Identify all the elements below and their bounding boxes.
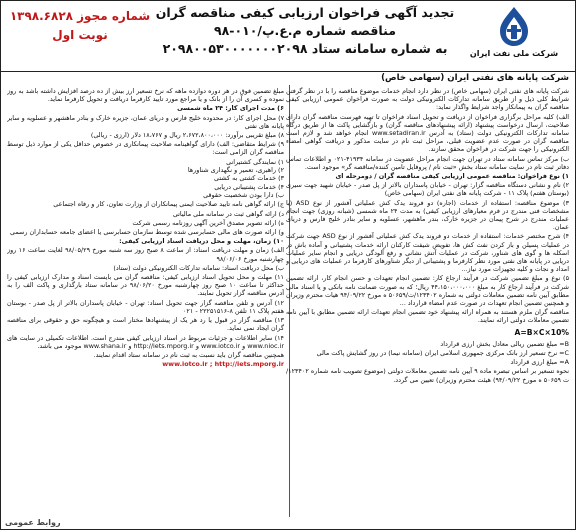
title-line-1: تجدید آگهی فراخوان ارزیابی کیفی مناقصه گران	[155, 5, 455, 20]
paragraph: ۱۳) مناقصه گزار در قبول یا رد هر یک از پیشنهادها مختار است و هیچگونه حق و حقوقی برای مناقصه گران ایجاد نمی نماید.	[7, 316, 284, 333]
paragraph: ۲) نام و نشانی دستگاه مناقصه گزار: تهران - خیابان پاسداران بالاتر از پل صدر - خیابان شهید جهت سیری (بوستان هفتم) پلاک ۱۱ - شرکت پایانه های نفتی ایران (سهامی خاص)	[286, 181, 569, 198]
nioc-logo-icon	[488, 5, 540, 49]
company-subtitle: شرکت پایانه های نفتی ایران (سهامی خاص)	[381, 73, 569, 83]
right-column	[286, 87, 569, 517]
company-name: شرکت ملی نفت ایران	[469, 49, 559, 58]
paragraph: ۶) مدت اجرای کار: ۲۴ ماه شمسی	[177, 104, 284, 113]
title-line-2: مناقصه شماره م.ع.پ/۰۱۰-۹۸	[214, 23, 396, 38]
paragraph: ج) ارائه گواهی نامه تایید صلاحیت ایمنی پیمانکاران از وزارت تعاون، کار و رفاه اجتماعی	[53, 200, 284, 209]
paragraph: ۱) نوع فراخوان: مناقصه عمومی ارزیابی کیفی مناقصه گران / دومرحله ای	[335, 172, 569, 181]
paragraph: مبلغ تضمین فوق در هر دوره دوازده ماهه که نرخ تسعیر ارز بیش از ده درصد افزایش داشته باشد به روز نموده و کسری آن را از بانک و یا مراجع مورد تایید کارفرما دریافت و تحویل کارفرما نماید.	[7, 87, 284, 104]
title-line-3: به شماره سامانه ستاد ۲۰۹۸۰۰۵۳۰۰۰۰۰۰۰۲۰۹۸	[162, 41, 448, 56]
formula-definition: B= مبلغ تضمین ریالی معادل بخش ارزی قرارداد	[440, 339, 569, 348]
paragraph: و) ارائه صورت های مالی حسابرسی شده توسط سازمان حسابرسی یا اعضای جامعه حسابداران رسمی	[10, 228, 284, 237]
paragraph: ۱۱) مهلت و محل تحویل اسناد ارزیابی کیفی: مناقصه گران می بایست اسناد و مدارک ارزیابی کیفی را حداکثر تا ساعت ۱۰ صبح روز چهارشنبه مورخ ۹۸/۰۶/۲۰ در سامانه ستاد بارگذاری و پاکت الف را به آدرس مناقصه گزار تحویل نمایند.	[7, 273, 284, 298]
list-item: ۱) نمایندگی کشتیرانی	[226, 157, 284, 166]
paragraph: ۹) شرایط متقاضی: الف) دارای گواهینامه صلاحیت پیمانکاری در خصوص حداقل یکی از موارد ذیل توسط مناقصه گران الزامی است:	[7, 140, 284, 157]
left-column	[7, 87, 284, 517]
paragraph: د) ارائه گواهی ثبت در سامانه ملی مالیاتی	[172, 209, 284, 218]
license-box	[5, 7, 155, 45]
paragraph: مناقصه گران ملزم هستند به همراه ارائه پیشنهاد خود تضمین انجام تعهدات ارائه تضمین مطابق با آیین نامه تضمین معاملات دولتی ارائه نمایند.	[286, 308, 569, 325]
list-item: ۴) خدمات پشتیبانی دریایی	[214, 182, 284, 191]
paragraph: الف) زمان و مهلت دریافت اسناد: از ساعت ۸ صبح روز سه شنبه مورخ ۹۸/۰۵/۲۹ لغایت ساعت ۱۶ روز چهارشنبه مورخ ۹۸/۰۶/۰۶	[7, 246, 284, 263]
paragraph: ۱۰) زمان، مهلت و محل دریافت اسناد ارزیابی کیفی:	[119, 237, 284, 246]
paragraph: ۱۲) آدرس و تلفن مناقصه گزار جهت تحویل اسناد: تهران - خیابان پاسداران بالاتر از پل صدر - بوستان هفتم پلاک ۱۱ تلفن ۸-۲۲۲۵۱۵۱۶ - ۰۲۱	[7, 298, 284, 315]
paragraph: ۴) شرح مختصر خدمات: استفاده از خدمات دو فروند یدک کش عملیاتی آفشور از نوع ASD جهت شرکت در عملیات پسیلن و باز کردن نفت کش ها، تفویض شیفت کارکنان ارائه خدمات پشتیبانی و آماده باش در اسکله ها و گوی های شناور، شرکت در عملیات آتش نشانی و رفع آلودگی دریایی و انجام سایر عملیات دریایی در پایانه های نفتی مورد نظر کارفرما و پشتیبانی از دیگر شناورهای کارفرما در عملیات های دریایی و امداد و نجات و کلیه تجهیزات مورد نیاز...	[286, 232, 569, 274]
paragraph: الف) کلیه مراحل برگزاری فراخوان از دریافت و تحویل اسناد فراخوان تا تهیه فهرست مناقصه گران دارای صلاحیت، ارسال درخواست پیشنهاد (ارائه پیشنهادهای مناقصه گران) و بازگشایی پاکت ها از طریق درگاه سامانه تدارکات الکترونیکی دولت (ستاد) به آدرس www.setadiran.ir انجام خواهد شد و لازم است مناقصه گران در صورت عدم عضویت قبلی، مراحل ثبت نام در سایت مذکور و دریافت گواهی امضاء الکترونیکی را جهت شرکت در فراخوان محقق سازند.	[286, 112, 569, 154]
paragraph: ه) ارائه تصویر مصدق آخرین آگهی روزنامه رسمی شرکت	[132, 218, 284, 227]
website-links[interactable]: www.iotco.ir ; http://iets.mporg.ir	[162, 360, 284, 369]
public-relations-mark: روابط عمومی	[5, 518, 61, 527]
formula-line: A=B×C×10%	[514, 327, 569, 337]
notice-title	[155, 4, 455, 58]
paragraph: ب) دارا بودن شخصیت حقوقی	[203, 191, 284, 200]
paragraph: ۳) موضوع مناقصه: استفاده از خدمات (اجاره) دو فروند یدک کش عملیاتی آفشور از نوع ASD (با مشخصات فنی مندرج در فرم معیارهای ارزیابی کیفی) به مدت ۲۴ ماه شمسی (شبانه روزی) جهت انجام عملیات مندرج در شرح پیمان در جزیره خارک، بندر ماهشهر، عسلویه و سایر بنادر خلیج فارس و دریای عمان.	[286, 198, 569, 232]
publication-round: نوبت اول	[52, 28, 108, 42]
list-item: ۲) راهبری، تعمیر و نگهداری شناورها	[187, 166, 284, 175]
list-item: ۳) خدمات کشتی به کشتی	[214, 174, 284, 183]
formula-definition: C= نرخ تسعیر ارز بانک مرکزی جمهوری اسلامی ایران (سامانه نیما) در روز گشایش پاکت مالی	[316, 348, 569, 357]
paragraph: همچنین مناقصه گران باید نسبت به ثبت نام در سامانه ستاد اقدام نمایند.	[93, 350, 284, 359]
paragraph: نحوه تسعیر بر اساس تبصره ماده ۹ آیین نامه تضمین معاملات دولتی (موضوع تصویب نامه شماره ۱۲۳۴۰۲/ت ۵۰۶۵۹ ه مورخ ۹۴/۰۹/۲۲) هیئت محترم وزیران) تعیین می گردد.	[286, 367, 569, 384]
paragraph: شرکت پایانه های نفتی ایران (سهامی خاص) در نظر دارد انجام خدمات موضوع مناقصه را با در نظر گرفتن شرایط کلی ذیل و از طریق سامانه تدارکات الکترونیکی دولت به صورت فراخوان عمومی ارزیابی کیفی مناقصه گران به پیمانکار واجد شرایط واگذار نماید:	[286, 87, 569, 112]
formula-definition: A= مبلغ ارزی قرارداد	[510, 358, 569, 367]
notice-header	[1, 1, 575, 72]
paragraph: ۱۴) سایر اطلاعات و جزئیات مربوط در اسناد ارزیابی کیفی مندرج است. اطلاعات تکمیلی در سایت های www.nioc.ir و www.iotco.ir و http://iets.mporg.ir و www.shana.ir موجود می باشد.	[7, 333, 284, 350]
paragraph: ۵) نوع و مبلغ تضمین شرکت در فرآیند ارجاع کار: تضمین انجام تعهدات و حسن انجام کار، ارائه تضمین شرکت در فرآیند ارجاع کار به مبلغ ۴۴،۱۵۰،۰۰۰،۰۰۰ ریال؛ که به صورت ضمانت نامه بانکی و یا اسناد مالی مطابق آیین نامه تضمین معاملات دولتی به شماره ۱۲۳۴۰۲/ت/۵۰۶۵۹ ه مورخ ۹۴/۰۹/۲۲ هیات محترم وزیران و همچنین تضمین انجام تعهدات در صورت عدم امضاء قرارداد ...	[286, 274, 569, 308]
paragraph: ب) محل دریافت اسناد: سامانه تدارکات الکترونیکی دولت (ستاد)	[113, 263, 284, 272]
company-logo	[459, 5, 569, 67]
paragraph: ۸) مبلغ تقریبی برآورد: ۲،۶۷۲،۸۰۰،۰۰۰ ریال و ۱۸،۷۶۷ دلار (ارزی - ریالی)	[90, 131, 284, 140]
paragraph: ۷) محل اجرای کار: در محدوده خلیج فارس و دریای عمان، جزیره خارک و بنادر ماهشهر و عسلویه و سایر پایانه های نفتی	[7, 113, 284, 130]
paragraph: ب) مرکز تماس سامانه ستاد در تهران جهت انجام مراحل عضویت در سامانه ۴۱۹۳۴-۰۲۱ و اطلاعات تماس دفاتر ثبت نام در سایت سامانه ستاد بخش «ثبت نام / پروفایل تامین کننده/مناقصه گر» موجود است.	[286, 154, 569, 171]
license-number: شماره مجوز ۱۳۹۸.۶۸۲۸	[9, 9, 151, 23]
